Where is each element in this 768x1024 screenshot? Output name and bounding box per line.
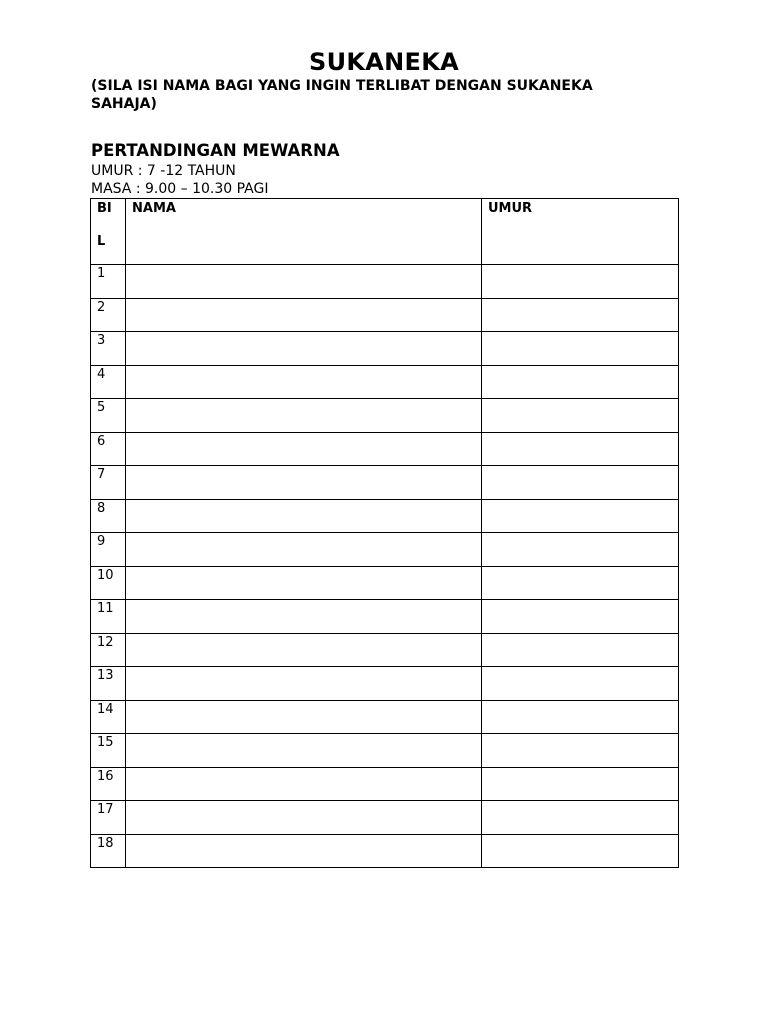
table-row [91, 834, 679, 868]
registration-table [90, 198, 679, 868]
name-cell[interactable] [126, 265, 482, 299]
name-cell[interactable] [126, 298, 482, 332]
age-cell[interactable] [482, 834, 679, 868]
row-number: 9 [91, 533, 126, 567]
table-row [91, 332, 679, 366]
age-cell[interactable] [482, 499, 679, 533]
row-number: 15 [91, 734, 126, 768]
name-cell[interactable] [126, 734, 482, 768]
table-row [91, 700, 679, 734]
name-cell[interactable] [126, 566, 482, 600]
table-row [91, 600, 679, 634]
name-cell[interactable] [126, 432, 482, 466]
table-row [91, 801, 679, 835]
table-row [91, 265, 679, 299]
age-cell[interactable] [482, 667, 679, 701]
name-cell[interactable] [126, 700, 482, 734]
age-cell[interactable] [482, 365, 679, 399]
row-number: 6 [91, 432, 126, 466]
table-row [91, 734, 679, 768]
name-cell[interactable] [126, 533, 482, 567]
age-cell[interactable] [482, 566, 679, 600]
name-cell[interactable] [126, 332, 482, 366]
age-cell[interactable] [482, 801, 679, 835]
row-number: 11 [91, 600, 126, 634]
age-cell[interactable] [482, 734, 679, 768]
table-row [91, 399, 679, 433]
table-row [91, 432, 679, 466]
header-bil [91, 199, 126, 265]
document-title: SUKANEKA [309, 48, 459, 76]
row-number: 16 [91, 767, 126, 801]
row-number: 14 [91, 700, 126, 734]
row-number: 8 [91, 499, 126, 533]
header-bil-line2: L [97, 234, 106, 249]
age-cell[interactable] [482, 298, 679, 332]
table-row [91, 533, 679, 567]
table-header-row [91, 199, 679, 265]
name-cell[interactable] [126, 834, 482, 868]
name-cell[interactable] [126, 365, 482, 399]
header-nama: NAMA [126, 199, 482, 265]
row-number: 18 [91, 834, 126, 868]
instruction-note: (SILA ISI NAMA BAGI YANG INGIN TERLIBAT DENGAN SUKANEKA SAHAJA) [91, 78, 593, 112]
name-cell[interactable] [126, 600, 482, 634]
age-cell[interactable] [482, 399, 679, 433]
age-cell[interactable] [482, 265, 679, 299]
row-number: 7 [91, 466, 126, 500]
name-cell[interactable] [126, 466, 482, 500]
age-cell[interactable] [482, 533, 679, 567]
row-number: 5 [91, 399, 126, 433]
table-row [91, 767, 679, 801]
time-info: MASA : 9.00 – 10.30 PAGI [91, 181, 269, 197]
row-number: 13 [91, 667, 126, 701]
name-cell[interactable] [126, 499, 482, 533]
header-umur: UMUR [482, 199, 679, 265]
row-number: 17 [91, 801, 126, 835]
table-row [91, 667, 679, 701]
age-cell[interactable] [482, 767, 679, 801]
row-number: 10 [91, 566, 126, 600]
age-cell[interactable] [482, 332, 679, 366]
name-cell[interactable] [126, 801, 482, 835]
row-number: 2 [91, 298, 126, 332]
header-bil-line1: BI [97, 201, 112, 216]
row-number: 1 [91, 265, 126, 299]
table-row [91, 566, 679, 600]
row-number: 12 [91, 633, 126, 667]
age-info: UMUR : 7 -12 TAHUN [91, 163, 236, 179]
table-row [91, 633, 679, 667]
age-cell[interactable] [482, 432, 679, 466]
row-number: 3 [91, 332, 126, 366]
age-cell[interactable] [482, 700, 679, 734]
name-cell[interactable] [126, 767, 482, 801]
table-row [91, 365, 679, 399]
name-cell[interactable] [126, 667, 482, 701]
table-row [91, 298, 679, 332]
age-cell[interactable] [482, 600, 679, 634]
name-cell[interactable] [126, 399, 482, 433]
row-number: 4 [91, 365, 126, 399]
name-cell[interactable] [126, 633, 482, 667]
table-row [91, 466, 679, 500]
table-row [91, 499, 679, 533]
age-cell[interactable] [482, 633, 679, 667]
age-cell[interactable] [482, 466, 679, 500]
section-title: PERTANDINGAN MEWARNA [91, 141, 340, 160]
